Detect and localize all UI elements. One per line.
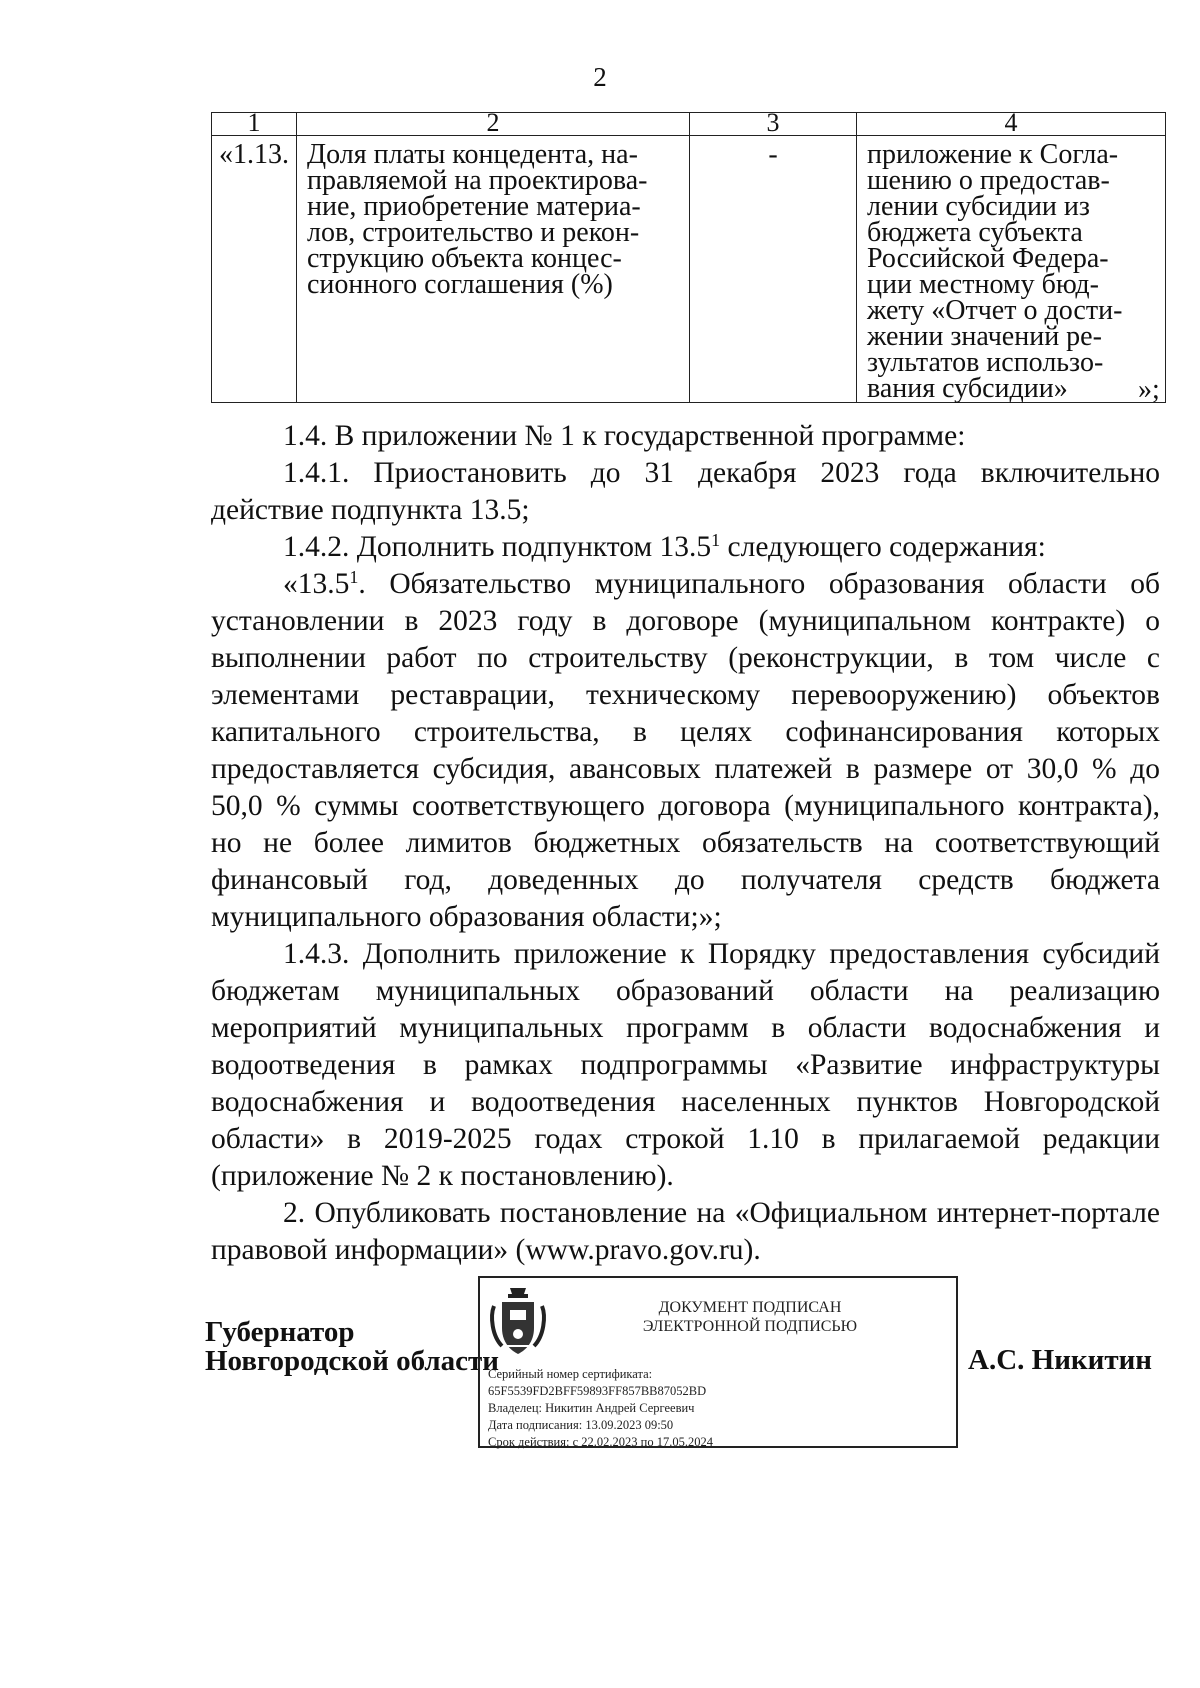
indicator-table	[211, 112, 1166, 403]
table-header-cell: 1	[212, 113, 297, 136]
document-body	[211, 418, 1160, 1269]
paragraph-1-4-3: 1.4.3. Дополнить приложение к Порядку предоставления субсидий бюджетам муниципальных образований области на реализацию мероприятий муниципальных программ в области водоснабжения и водоотведения в рамках подпрограммы «Развитие инфраструктуры водоснабжения и водоотведения населенных пунктов Новгородской области» в 2019-2025 годах строкой 1.10 в прилагаемой редакции (приложение № 2 к постановлению).	[211, 938, 1160, 1192]
paragraph-1-4-2	[211, 529, 1160, 566]
table-header-cell: 2	[297, 113, 690, 136]
indicator-name-line: струкцию объекта концес-	[307, 243, 622, 274]
indicator-name-line: ние, приобретение материа-	[307, 191, 641, 222]
indicator-name-line: правляемой на проектирова-	[307, 165, 648, 196]
signatory-title-line: Губернатор	[205, 1316, 355, 1348]
esign-validity: Срок действия: с 22.02.2023 по 17.05.2024	[488, 1435, 713, 1449]
superscript: 1	[349, 567, 359, 587]
novgorod-coat-of-arms-icon	[488, 1284, 548, 1360]
esign-cert-number: 65F5539FD2BFF59893FF857BB87052BD	[488, 1384, 707, 1398]
indicator-name-line: сионного соглашения (%)	[307, 269, 613, 300]
signatory-title-line: Новгородской области	[205, 1345, 499, 1377]
signatory-name: А.С. Никитин	[968, 1344, 1152, 1376]
paragraph-2: 2. Опубликовать постановление на «Официальном интернет-портале правовой информации» (www.pravo.gov.ru).	[211, 1197, 1160, 1266]
electronic-signature-stamp	[478, 1276, 958, 1448]
indicator-source-line: Российской Федера-	[867, 243, 1109, 274]
table-header-cell: 3	[690, 113, 857, 136]
esign-owner: Владелец: Никитин Андрей Сергеевич	[488, 1401, 695, 1415]
indicator-source-line: ции местному бюд-	[867, 269, 1099, 300]
indicator-source-line: вания субсидии»	[867, 373, 1068, 404]
indicator-value: -	[690, 136, 857, 403]
paragraph-text: 1.4.2. Дополнить подпунктом 13.5	[283, 531, 712, 563]
indicator-source-line: шению о предостав-	[867, 165, 1110, 196]
indicator-name	[297, 136, 690, 403]
indicator-source-line: бюджета субъекта	[867, 217, 1083, 248]
paragraph-1-4-1: 1.4.1. Приостановить до 31 декабря 2023 года включительно действие подпункта 13.5;	[211, 457, 1160, 526]
indicator-name-line: лов, строительство и рекон-	[307, 217, 640, 248]
signatory-title	[205, 1318, 499, 1376]
indicator-source-line: приложение к Согла-	[867, 139, 1119, 170]
page-number: 2	[593, 62, 607, 92]
esign-cert-label: Серийный номер сертификата:	[488, 1367, 653, 1381]
indicator-source-line: жету «Отчет о дости-	[867, 295, 1123, 326]
indicator-source-line: жении значений ре-	[867, 321, 1102, 352]
superscript: 1	[711, 530, 721, 550]
indicator-source-line: лении субсидии из	[867, 191, 1090, 222]
indicator-name-line: Доля платы концедента, на-	[307, 139, 638, 170]
paragraph-1-4: 1.4. В приложении № 1 к государственной программе:	[283, 420, 966, 452]
table-row	[212, 136, 1166, 403]
indicator-source	[857, 136, 1166, 403]
paragraph-text: . Обязательство муниципального образования области об установлении в 2023 году в договоре (муниципальном контракте) о выполнении работ по строительству (реконструкции, в том числе с элементами реставрации, техническому перевооружению) объектов капитального строительства, в целях софинансирования которых предоставляется субсидия, авансовых платежей в размере от 30,0 % до 50,0 % суммы соответствующего договора (муниципального контракта), но не более лимитов бюджетных обязательств на соответствующий финансовый год, доведенных до получателя средств бюджета муниципального образования области;»;	[211, 568, 1160, 933]
paragraph-13-5-1	[211, 566, 1160, 936]
table-header-row	[212, 113, 1166, 136]
esign-heading-line: ДОКУМЕНТ ПОДПИСАН	[658, 1299, 842, 1316]
paragraph-text: «13.5	[283, 568, 350, 600]
esign-details	[488, 1366, 713, 1451]
esign-heading	[580, 1298, 920, 1336]
table-header-cell: 4	[857, 113, 1166, 136]
esign-heading-line: ЭЛЕКТРОННОЙ ПОДПИСЬЮ	[642, 1318, 858, 1335]
esign-signed-date: Дата подписания: 13.09.2023 09:50	[488, 1418, 674, 1432]
table-close-quote: »;	[1138, 374, 1160, 405]
paragraph-text: следующего содержания:	[720, 531, 1046, 563]
row-number: «1.13.	[212, 136, 297, 403]
indicator-source-line: зультатов использо-	[867, 347, 1104, 378]
